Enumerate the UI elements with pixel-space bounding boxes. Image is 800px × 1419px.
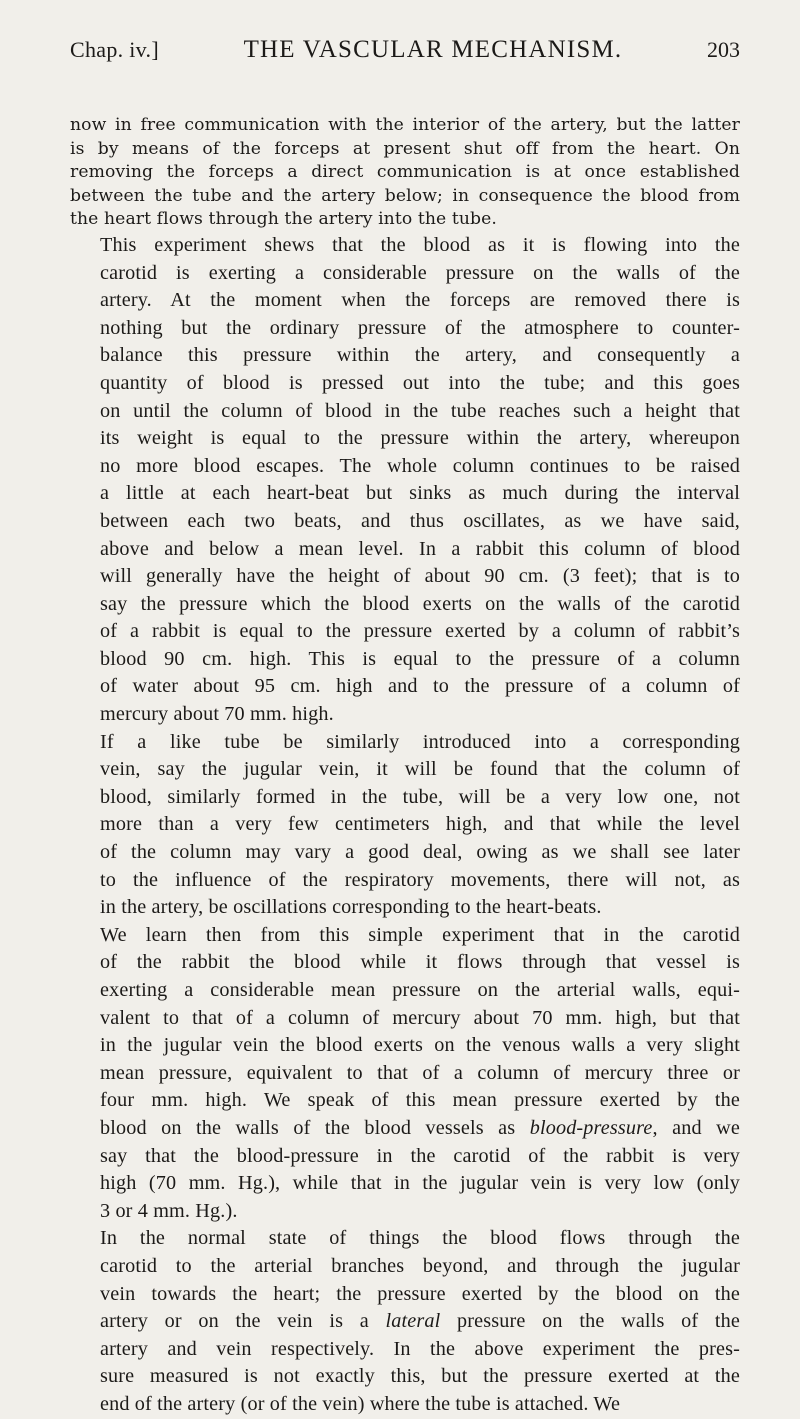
text-line: blood, similarly formed in the tube, will be a very low one, not xyxy=(100,785,740,808)
body-text xyxy=(70,114,740,1419)
text-line: vein towards the heart; the pressure exerted by the blood on the xyxy=(100,1282,740,1305)
text-line: four mm. high. We speak of this mean pressure exerted by the xyxy=(100,1089,740,1112)
text-line: artery and vein respectively. In the above experiment the pres- xyxy=(100,1337,740,1360)
text-line: is by means of the forceps at present shut off from the heart. On xyxy=(70,138,740,159)
text-line: nothing but the ordinary pressure of the atmosphere to counter- xyxy=(100,316,740,339)
text-line: In the normal state of things the blood flows through the xyxy=(100,1227,740,1250)
text-line: high (70 mm. Hg.), while that in the jugular vein is very low (only xyxy=(100,1172,740,1195)
text-line: in the jugular vein the blood exerts on the venous walls a very slight xyxy=(100,1034,740,1057)
chapter-label: Chap. iv.] xyxy=(70,37,159,62)
text-line: of water about 95 cm. high and to the pressure of a column of xyxy=(100,675,740,698)
text-line: end of the artery (or of the vein) where the tube is attached. We xyxy=(100,1392,621,1415)
text-line: between the tube and the artery below; in consequence the blood from xyxy=(70,185,740,206)
running-title: THE VASCULAR MECHANISM. xyxy=(243,36,623,63)
text-line: now in free communication with the interior of the artery, but the latter xyxy=(70,115,740,135)
text-line: above and below a mean level. In a rabbit this column of blood xyxy=(100,537,740,560)
text-line: between each two beats, and thus oscillates, as we have said, xyxy=(100,509,740,532)
text-line: of the column may vary a good deal, owing as we shall see later xyxy=(100,841,740,864)
text-line: sure measured is not exactly this, but the pressure exerted at the xyxy=(100,1365,740,1388)
text-line: If a like tube be similarly introduced into a corresponding xyxy=(100,730,740,753)
text-line: on until the column of blood in the tube reaches such a height that xyxy=(100,399,740,422)
text-line: the heart flows through the artery into the tube. xyxy=(70,209,497,230)
text-line: say the pressure which the blood exerts on the walls of the carotid xyxy=(100,592,740,615)
text-line: artery or on the vein is a lateral pressure on the walls of the xyxy=(100,1310,740,1333)
text-line: to the influence of the respiratory movements, there will not, as xyxy=(100,868,740,891)
text-line: a little at each heart-beat but sinks as much during the interval xyxy=(100,482,740,505)
text-line: in the artery, be oscillations corresponding to the heart-beats. xyxy=(100,896,602,919)
text-line: 3 or 4 mm. Hg.). xyxy=(100,1199,238,1222)
text-line: carotid to the arterial branches beyond, and through the jugular xyxy=(100,1254,740,1277)
text-line: vein, say the jugular vein, it will be found that the column of xyxy=(100,758,740,781)
paragraph xyxy=(70,1225,740,1418)
text-line: of a rabbit is equal to the pressure exerted by a column of rabbit’s xyxy=(100,620,740,643)
text-line: more than a very few centimeters high, and that while the level xyxy=(100,813,740,836)
paragraph xyxy=(70,232,740,729)
paragraph xyxy=(70,114,740,232)
text-line: say that the blood-pressure in the carotid of the rabbit is very xyxy=(100,1144,740,1167)
text-line: no more blood escapes. The whole column continues to be raised xyxy=(100,454,740,477)
text-line: its weight is equal to the pressure within the artery, whereupon xyxy=(100,427,740,450)
running-head xyxy=(70,36,740,76)
text-line: blood 90 cm. high. This is equal to the pressure of a column xyxy=(100,647,740,670)
text-line: This experiment shews that the blood as it is flowing into the xyxy=(100,233,740,256)
text-line: of the rabbit the blood while it flows through that vessel is xyxy=(100,951,740,974)
text-line: quantity of blood is pressed out into the tube; and this goes xyxy=(100,371,740,394)
text-line: We learn then from this simple experiment that in the carotid xyxy=(100,923,740,946)
text-line: removing the forceps a direct communication is at once established xyxy=(70,162,740,183)
text-line: mean pressure, equivalent to that of a column of mercury three or xyxy=(100,1061,740,1084)
text-line: valent to that of a column of mercury about 70 mm. high, but that xyxy=(100,1006,740,1029)
text-line: carotid is exerting a considerable pressure on the walls of the xyxy=(100,261,740,284)
text-line: will generally have the height of about 90 cm. (3 feet); that is to xyxy=(100,565,740,588)
text-line: balance this pressure within the artery, and consequently a xyxy=(100,344,740,367)
text-line: blood on the walls of the blood vessels as blood-pressure, and we xyxy=(100,1116,740,1139)
paragraph xyxy=(70,922,740,1226)
paragraph xyxy=(70,729,740,922)
text-line: mercury about 70 mm. high. xyxy=(100,703,334,726)
text-line: exerting a considerable mean pressure on the arterial walls, equi- xyxy=(100,979,740,1001)
page-number: 203 xyxy=(706,37,740,62)
text-line: artery. At the moment when the forceps are removed there is xyxy=(100,289,740,312)
